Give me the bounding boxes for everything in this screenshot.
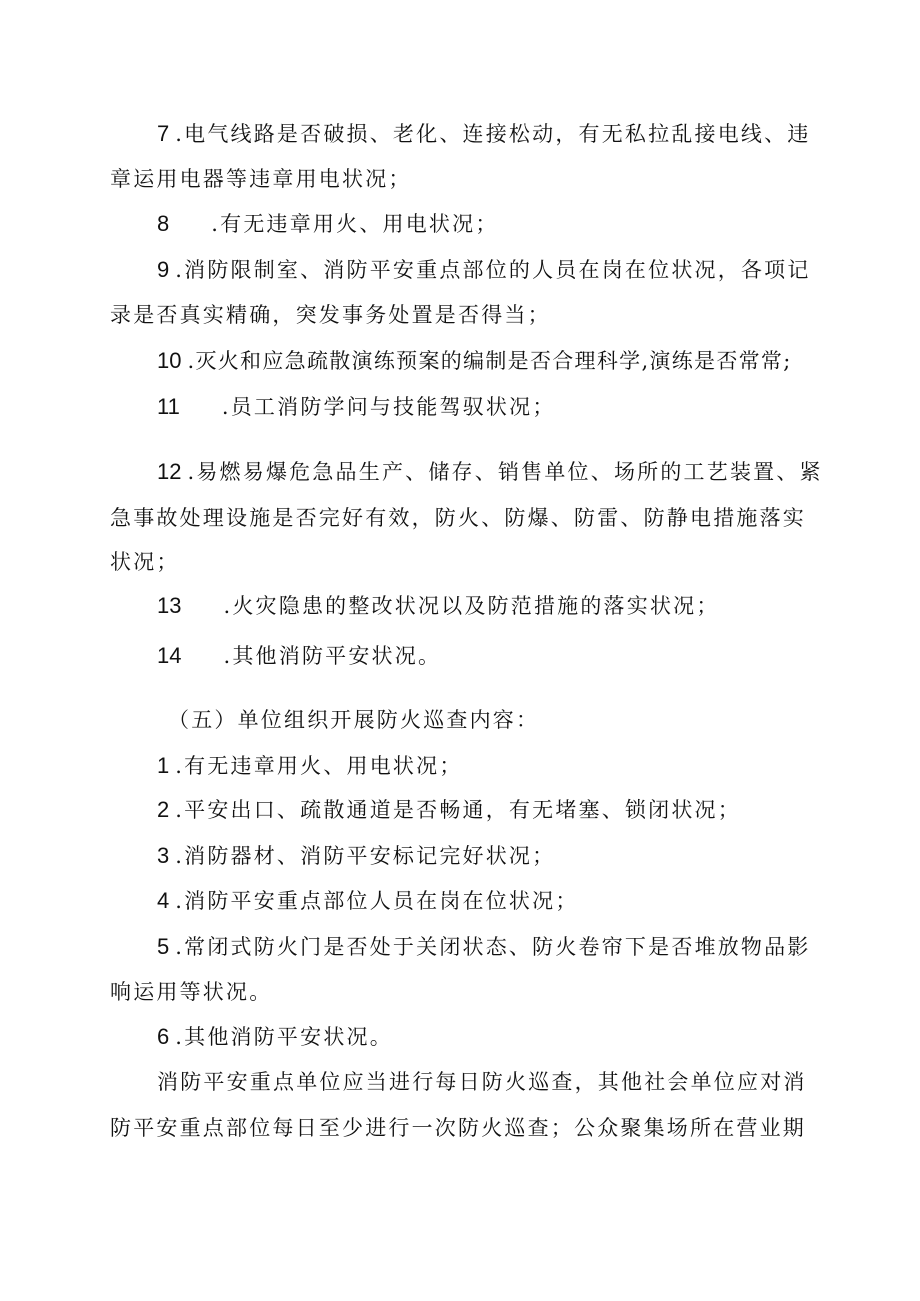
item-text: .消防器材、消防平安标记完好状况；: [175, 844, 556, 868]
item-number: 4: [157, 888, 170, 913]
patrol-item-3-line: [157, 834, 555, 878]
patrol-item-6-line: [157, 1015, 393, 1059]
item-13-line: [157, 584, 720, 628]
item-text: .员工消防学问与技能驾驭状况；: [221, 395, 556, 419]
item-number: 2: [157, 797, 170, 822]
paragraph-text: 防平安重点部位每日至少进行一次防火巡查；公众聚集场所在营业期: [110, 1116, 806, 1140]
item-text: 状况；: [110, 550, 180, 574]
patrol-item-2-line: [157, 788, 741, 832]
item-12-line-3: [110, 540, 180, 584]
item-number: 8: [157, 211, 170, 236]
item-9-line-1: [157, 248, 811, 292]
item-text: .消防限制室、消防平安重点部位的人员在岗在位状况，各项记: [175, 258, 811, 282]
section-heading: [168, 698, 539, 742]
item-number: 7: [157, 121, 170, 146]
item-7-line-1: [157, 112, 811, 156]
patrol-item-5-line-2: [110, 970, 272, 1014]
item-14-line: [157, 634, 441, 678]
item-text: .其他消防平安状况。: [175, 1025, 393, 1049]
item-10-line: [157, 339, 792, 383]
item-number: 13: [157, 593, 182, 618]
item-number: 3: [157, 843, 170, 868]
paragraph-text: 消防平安重点单位应当进行每日防火巡查，其他社会单位应对消: [157, 1070, 807, 1094]
item-text: .其他消防平安状况。: [223, 644, 442, 668]
item-number: 10: [157, 348, 182, 373]
item-12-line-2: [110, 496, 806, 540]
item-text: 录是否真实精确，突发事务处置是否得当；: [110, 303, 551, 327]
item-number: 5: [157, 934, 170, 959]
item-7-line-2: [110, 157, 412, 201]
item-number: 6: [157, 1024, 170, 1049]
item-text: .有无违章用火、用电状况；: [175, 754, 463, 778]
item-9-line-2: [110, 293, 551, 337]
item-text: .有无违章用火、用电状况；: [211, 212, 499, 236]
item-number: 14: [157, 643, 182, 668]
item-text: .电气线路是否破损、老化、连接松动，有无私拉乱接电线、违: [175, 122, 811, 146]
item-number: 1: [157, 753, 170, 778]
item-text: .火灾隐患的整改状况以及防范措施的落实状况；: [223, 594, 720, 618]
item-8-line: [157, 202, 499, 246]
item-text: 响运用等状况。: [110, 980, 273, 1004]
item-12-line-1: [157, 450, 823, 494]
item-text: 急事故处理设施是否完好有效，防火、防爆、防雷、防静电措施落实: [110, 506, 806, 530]
closing-paragraph-line-1: [157, 1060, 807, 1104]
patrol-item-5-line-1: [157, 925, 811, 969]
item-number: 12: [157, 459, 182, 484]
closing-paragraph-line-2: [110, 1106, 806, 1150]
item-11-line: [157, 385, 556, 429]
item-text: .消防平安重点部位人员在岗在位状况；: [175, 889, 579, 913]
item-number: 9: [157, 257, 170, 282]
item-text: .灭火和应急疏散演练预案的编制是否合理科学,演练是否常常;: [187, 349, 792, 373]
patrol-item-4-line: [157, 879, 579, 923]
item-text: .常闭式防火门是否处于关闭状态、防火卷帘下是否堆放物品影: [175, 935, 811, 959]
patrol-item-1-line: [157, 744, 463, 788]
item-number: 11: [157, 394, 180, 419]
item-text: .平安出口、疏散通道是否畅通，有无堵塞、锁闭状况；: [175, 798, 741, 822]
item-text: .易燃易爆危急品生产、储存、销售单位、场所的工艺装置、紧: [187, 460, 823, 484]
item-text: 章运用电器等违章用电状况；: [110, 167, 412, 191]
section-heading-text: （五）单位组织开展防火巡查内容：: [168, 708, 540, 732]
